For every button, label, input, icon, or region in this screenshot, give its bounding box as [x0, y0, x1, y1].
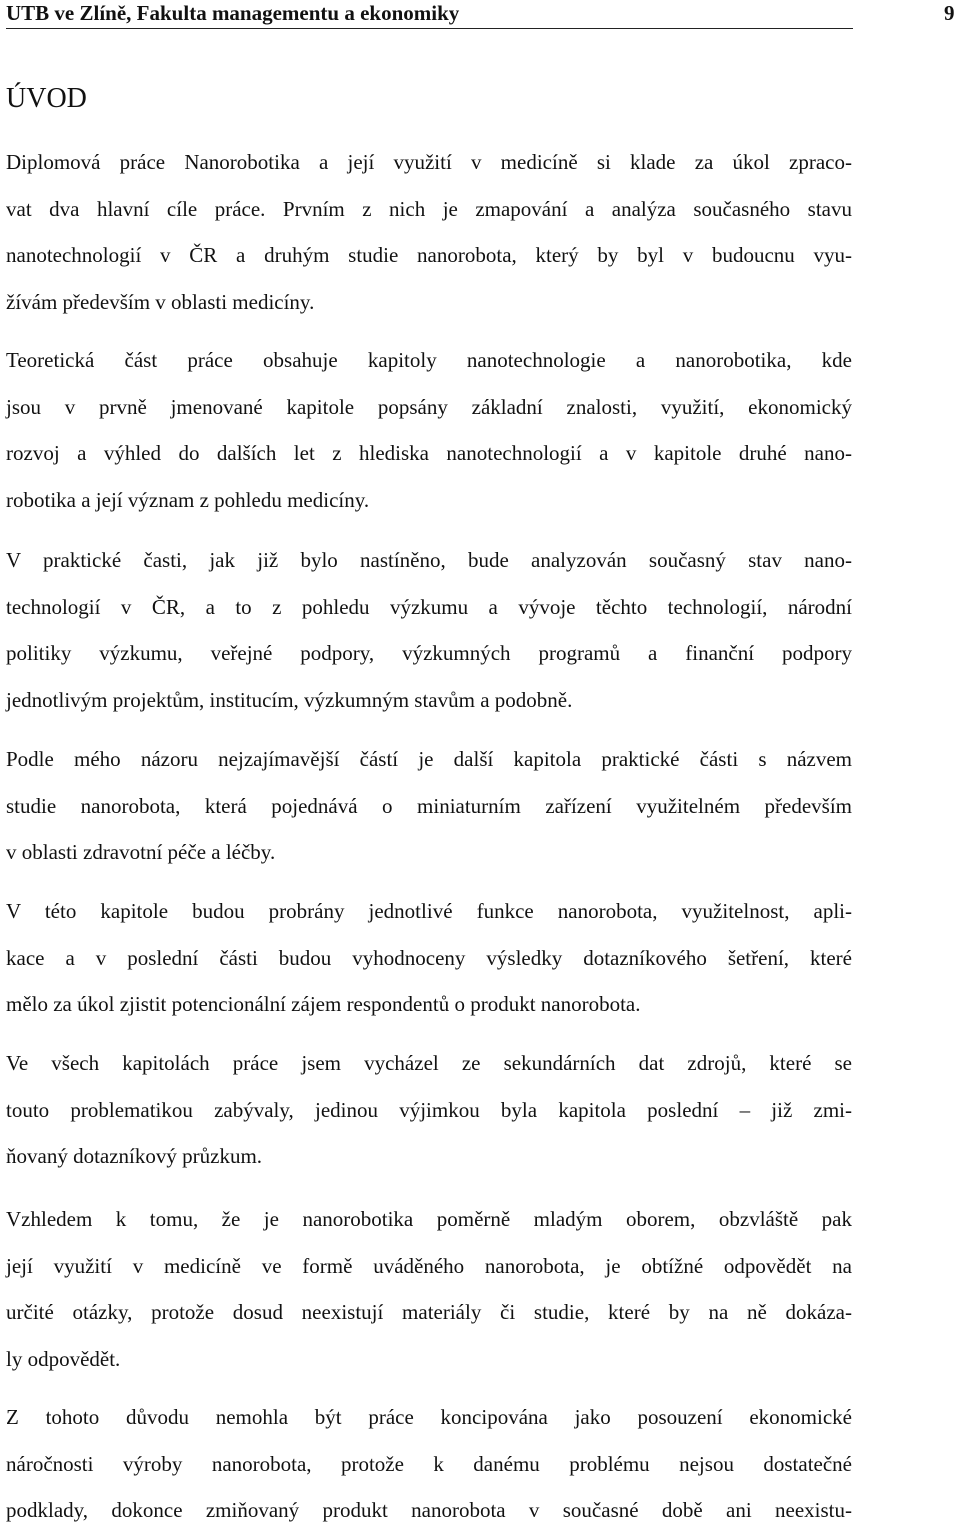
paragraph — [6, 1196, 852, 1382]
text-line: Diplomová práce Nanorobotika a její využití v medicíně si klade za úkol zpraco- — [6, 150, 852, 174]
text-line: Z tohoto důvodu nemohla být práce koncipována jako posouzení ekonomické — [6, 1405, 852, 1429]
text-line: žívám především v oblasti medicíny. — [6, 289, 315, 314]
header-title: UTB ve Zlíně, Fakulta managementu a ekonomiky — [6, 1, 460, 25]
paragraph — [6, 537, 852, 723]
text-line: Ve všech kapitolách práce jsem vycházel ze sekundárních dat zdrojů, které se — [6, 1051, 852, 1075]
text-line: ňovaný dotazníkový průzkum. — [6, 1144, 263, 1168]
text-line: vat dva hlavní cíle práce. Prvním z nich je zmapování a analýza současného stavu — [6, 196, 852, 221]
text-line: kace a v poslední části budou vyhodnoceny výsledky dotazníkového šetření, které — [6, 945, 852, 970]
text-line: V praktické časti, jak již bylo nastíněno, bude analyzován současný stav nano- — [6, 548, 852, 572]
text-line: jednotlivým projektům, institucím, výzkumným stavům a podobně. — [6, 687, 573, 712]
text-line: Vzhledem k tomu, že je nanorobotika poměrně mladým oborem, obzvláště pak — [6, 1207, 852, 1231]
paragraph — [6, 1394, 852, 1534]
paragraph — [6, 337, 852, 523]
text-line: rozvoj a výhled do dalších let z hlediska nanotechnologií a v kapitole druhé nano- — [6, 441, 852, 465]
text-line: jsou v prvně jmenované kapitole popsány základní znalosti, využití, ekonomický — [6, 394, 852, 419]
running-header — [6, 0, 853, 29]
page-number: 9 — [944, 1, 955, 25]
text-line: mělo za úkol zjistit potencionální zájem respondentů o produkt nanorobota. — [6, 992, 641, 1016]
paragraph — [6, 1040, 852, 1180]
text-line: Teoretická část práce obsahuje kapitoly nanotechnologie a nanorobotika, kde — [6, 348, 852, 372]
section-heading: ÚVOD — [6, 83, 87, 114]
text-line: technologií v ČR, a to z pohledu výzkumu a vývoje těchto technologií, národní — [6, 594, 852, 619]
paragraph — [6, 736, 852, 876]
text-line: studie nanorobota, která pojednává o miniaturním zařízení využitelném především — [6, 793, 852, 818]
paragraph — [6, 139, 852, 325]
paragraph — [6, 888, 852, 1028]
text-line: podklady, dokonce zmiňovaný produkt nanorobota v současné době ani neexistu- — [6, 1498, 852, 1522]
text-line: určité otázky, protože dosud neexistují materiály či studie, které by na ně dokáza- — [6, 1300, 852, 1324]
text-line: náročnosti výroby nanorobota, protože k danému problému nejsou dostatečné — [6, 1451, 852, 1476]
text-line: ly odpovědět. — [6, 1346, 121, 1371]
text-line: robotika a její význam z pohledu medicíny. — [6, 487, 370, 512]
text-line: nanotechnologií v ČR a druhým studie nanorobota, který by byl v budoucnu vyu- — [6, 243, 852, 267]
text-line: její využití v medicíně ve formě uváděného nanorobota, je obtížné odpovědět na — [6, 1253, 852, 1278]
text-line: touto problematikou zabývaly, jedinou výjimkou byla kapitola poslední – již zmi- — [6, 1097, 852, 1122]
text-line: Podle mého názoru nejzajímavější částí je další kapitola praktické části s názvem — [6, 747, 852, 771]
text-line: V této kapitole budou probrány jednotlivé funkce nanorobota, využitelnost, apli- — [6, 899, 852, 923]
text-line: v oblasti zdravotní péče a léčby. — [6, 840, 276, 864]
text-line: politiky výzkumu, veřejné podpory, výzkumných programů a finanční podpory — [6, 641, 852, 665]
